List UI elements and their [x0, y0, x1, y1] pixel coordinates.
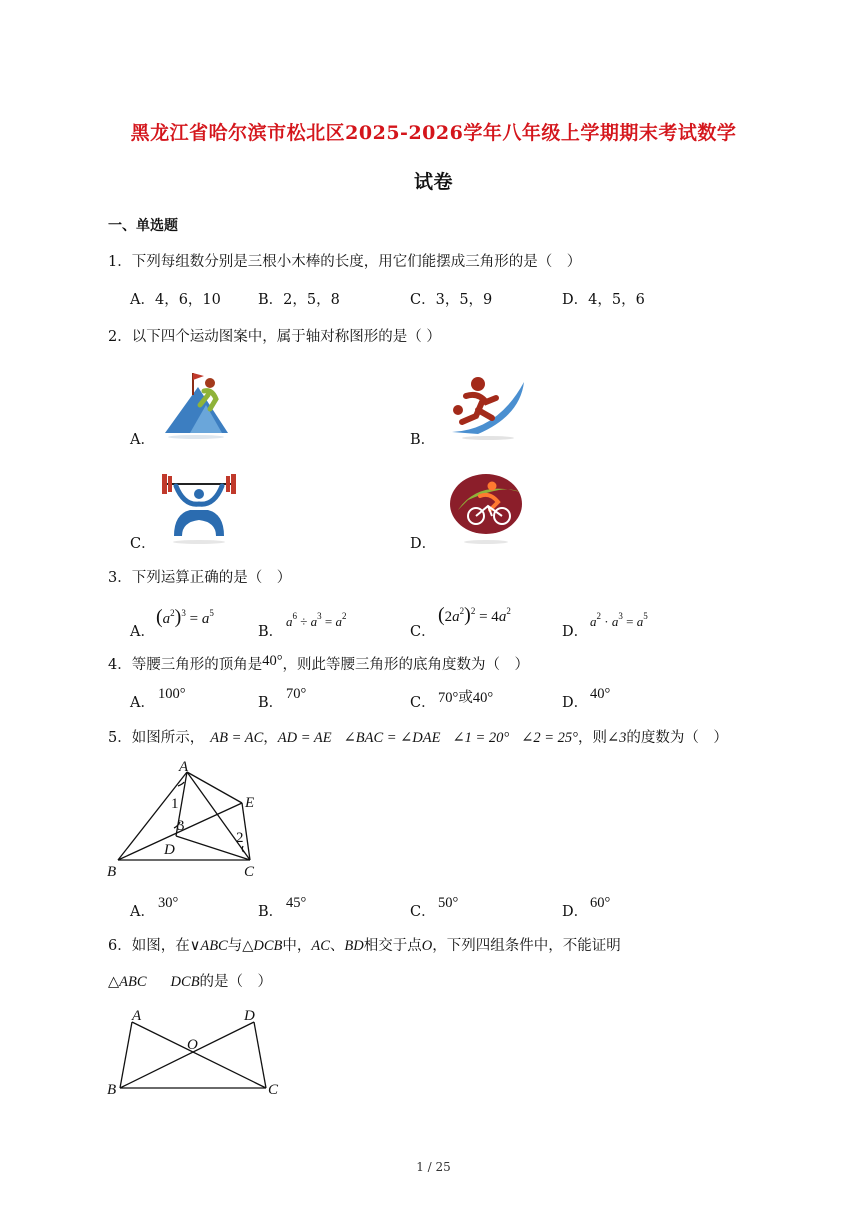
- question-2-stem: 2．以下四个运动图案中，属于轴对称图形的是（ ）: [108, 329, 441, 345]
- q2-option-c-letter: C．: [130, 536, 156, 552]
- q5-option-d-value: 60°: [590, 895, 611, 911]
- question-6-stem-line1: 6．如图，在∨ABC与△DCB中，AC、BD相交于点O，下列四组条件中，不能证明: [108, 938, 621, 954]
- question-4-stem: 4．等腰三角形的顶角是40°，则此等腰三角形的底角度数为（ ）: [108, 653, 530, 673]
- q6-label-o: O: [187, 1037, 198, 1053]
- runner-swoosh-icon: [448, 372, 528, 442]
- q3-option-c-letter: C．: [410, 624, 436, 640]
- q1-option-d: D．4，5，6: [562, 292, 645, 308]
- q3-option-a-formula: $(a^2)^3 = a^5$: [156, 606, 214, 628]
- question-3-stem: 3．下列运算正确的是（ ）: [108, 570, 292, 586]
- q4-option-c-letter: C．: [410, 695, 436, 711]
- q3-option-d-formula: $a^2 \cdot a^3 = a^5$: [590, 611, 648, 629]
- q4-option-d-letter: D．: [562, 695, 589, 711]
- q5-triangle-figure: [104, 760, 274, 885]
- q3-option-b-formula: $a^6 \div a^3 = a^2$: [286, 611, 347, 629]
- cyclist-icon: [448, 470, 528, 546]
- weightlifter-icon: [160, 470, 240, 546]
- section-heading: 一、单选题: [108, 218, 178, 234]
- q5-option-d-letter: D．: [562, 904, 589, 920]
- q4-option-b-value: 70°: [286, 686, 307, 702]
- q6-bowtie-figure: [104, 1004, 294, 1099]
- q6-label-b: B: [107, 1082, 117, 1098]
- q4-option-a-value: 100°: [158, 686, 186, 702]
- q2-option-a-letter: A．: [130, 432, 155, 448]
- q5-option-c-letter: C．: [410, 904, 436, 920]
- question-5-stem: 5．如图所示， AB = AC，AD = AE ∠BAC = ∠DAE ∠1 = 20° ∠2 = 25°，则∠3的度数为（ ）: [108, 730, 728, 746]
- q6-label-d: D: [244, 1008, 255, 1024]
- q6-label-a: A: [132, 1008, 142, 1024]
- q5-label-a: A: [179, 759, 189, 775]
- page-number: 1 / 25: [416, 1160, 451, 1174]
- q3-option-c-formula: $(2a^2)^2 = 4a^2$: [438, 604, 511, 626]
- q4-option-d-value: 40°: [590, 686, 611, 702]
- q5-label-angle1: 1: [171, 796, 179, 812]
- q3-option-b-letter: B．: [258, 624, 284, 640]
- q2-option-d-letter: D．: [410, 536, 437, 552]
- q3-option-d-letter: D．: [562, 624, 589, 640]
- q5-option-c-value: 50°: [438, 895, 459, 911]
- q5-label-d: D: [164, 842, 175, 858]
- q3-option-a-letter: A．: [130, 624, 155, 640]
- q4-option-b-letter: B．: [258, 695, 284, 711]
- q4-option-c-value: 70°或40°: [438, 690, 494, 706]
- exam-title-line1: 黑龙江省哈尔滨市松北区2025-2026学年八年级上学期期末考试数学: [130, 122, 737, 144]
- q1-option-b: B．2，5，8: [258, 292, 340, 308]
- q6-label-c: C: [268, 1082, 279, 1098]
- question-1-stem: 1．下列每组数分别是三根小木棒的长度，用它们能摆成三角形的是（ ）: [108, 254, 582, 270]
- q5-option-b-letter: B．: [258, 904, 284, 920]
- question-6-stem-line2: △ABC DCB的是（ ）: [108, 974, 273, 990]
- q5-label-e: E: [245, 795, 255, 811]
- mountain-climber-icon: [160, 365, 230, 445]
- q1-option-a: A．4，6，10: [130, 292, 221, 308]
- q1-option-c: C．3，5，9: [410, 292, 493, 308]
- q4-option-a-letter: A．: [130, 695, 155, 711]
- q5-label-b: B: [107, 864, 117, 880]
- q5-label-c: C: [244, 864, 255, 880]
- exam-title-line2: 试卷: [413, 171, 453, 193]
- q5-option-a-letter: A．: [130, 904, 155, 920]
- q5-option-a-value: 30°: [158, 895, 179, 911]
- q5-label-angle2: 2: [236, 830, 244, 846]
- q2-option-b-letter: B．: [410, 432, 436, 448]
- q5-label-angle3: 3: [177, 818, 185, 834]
- q5-option-b-value: 45°: [286, 895, 307, 911]
